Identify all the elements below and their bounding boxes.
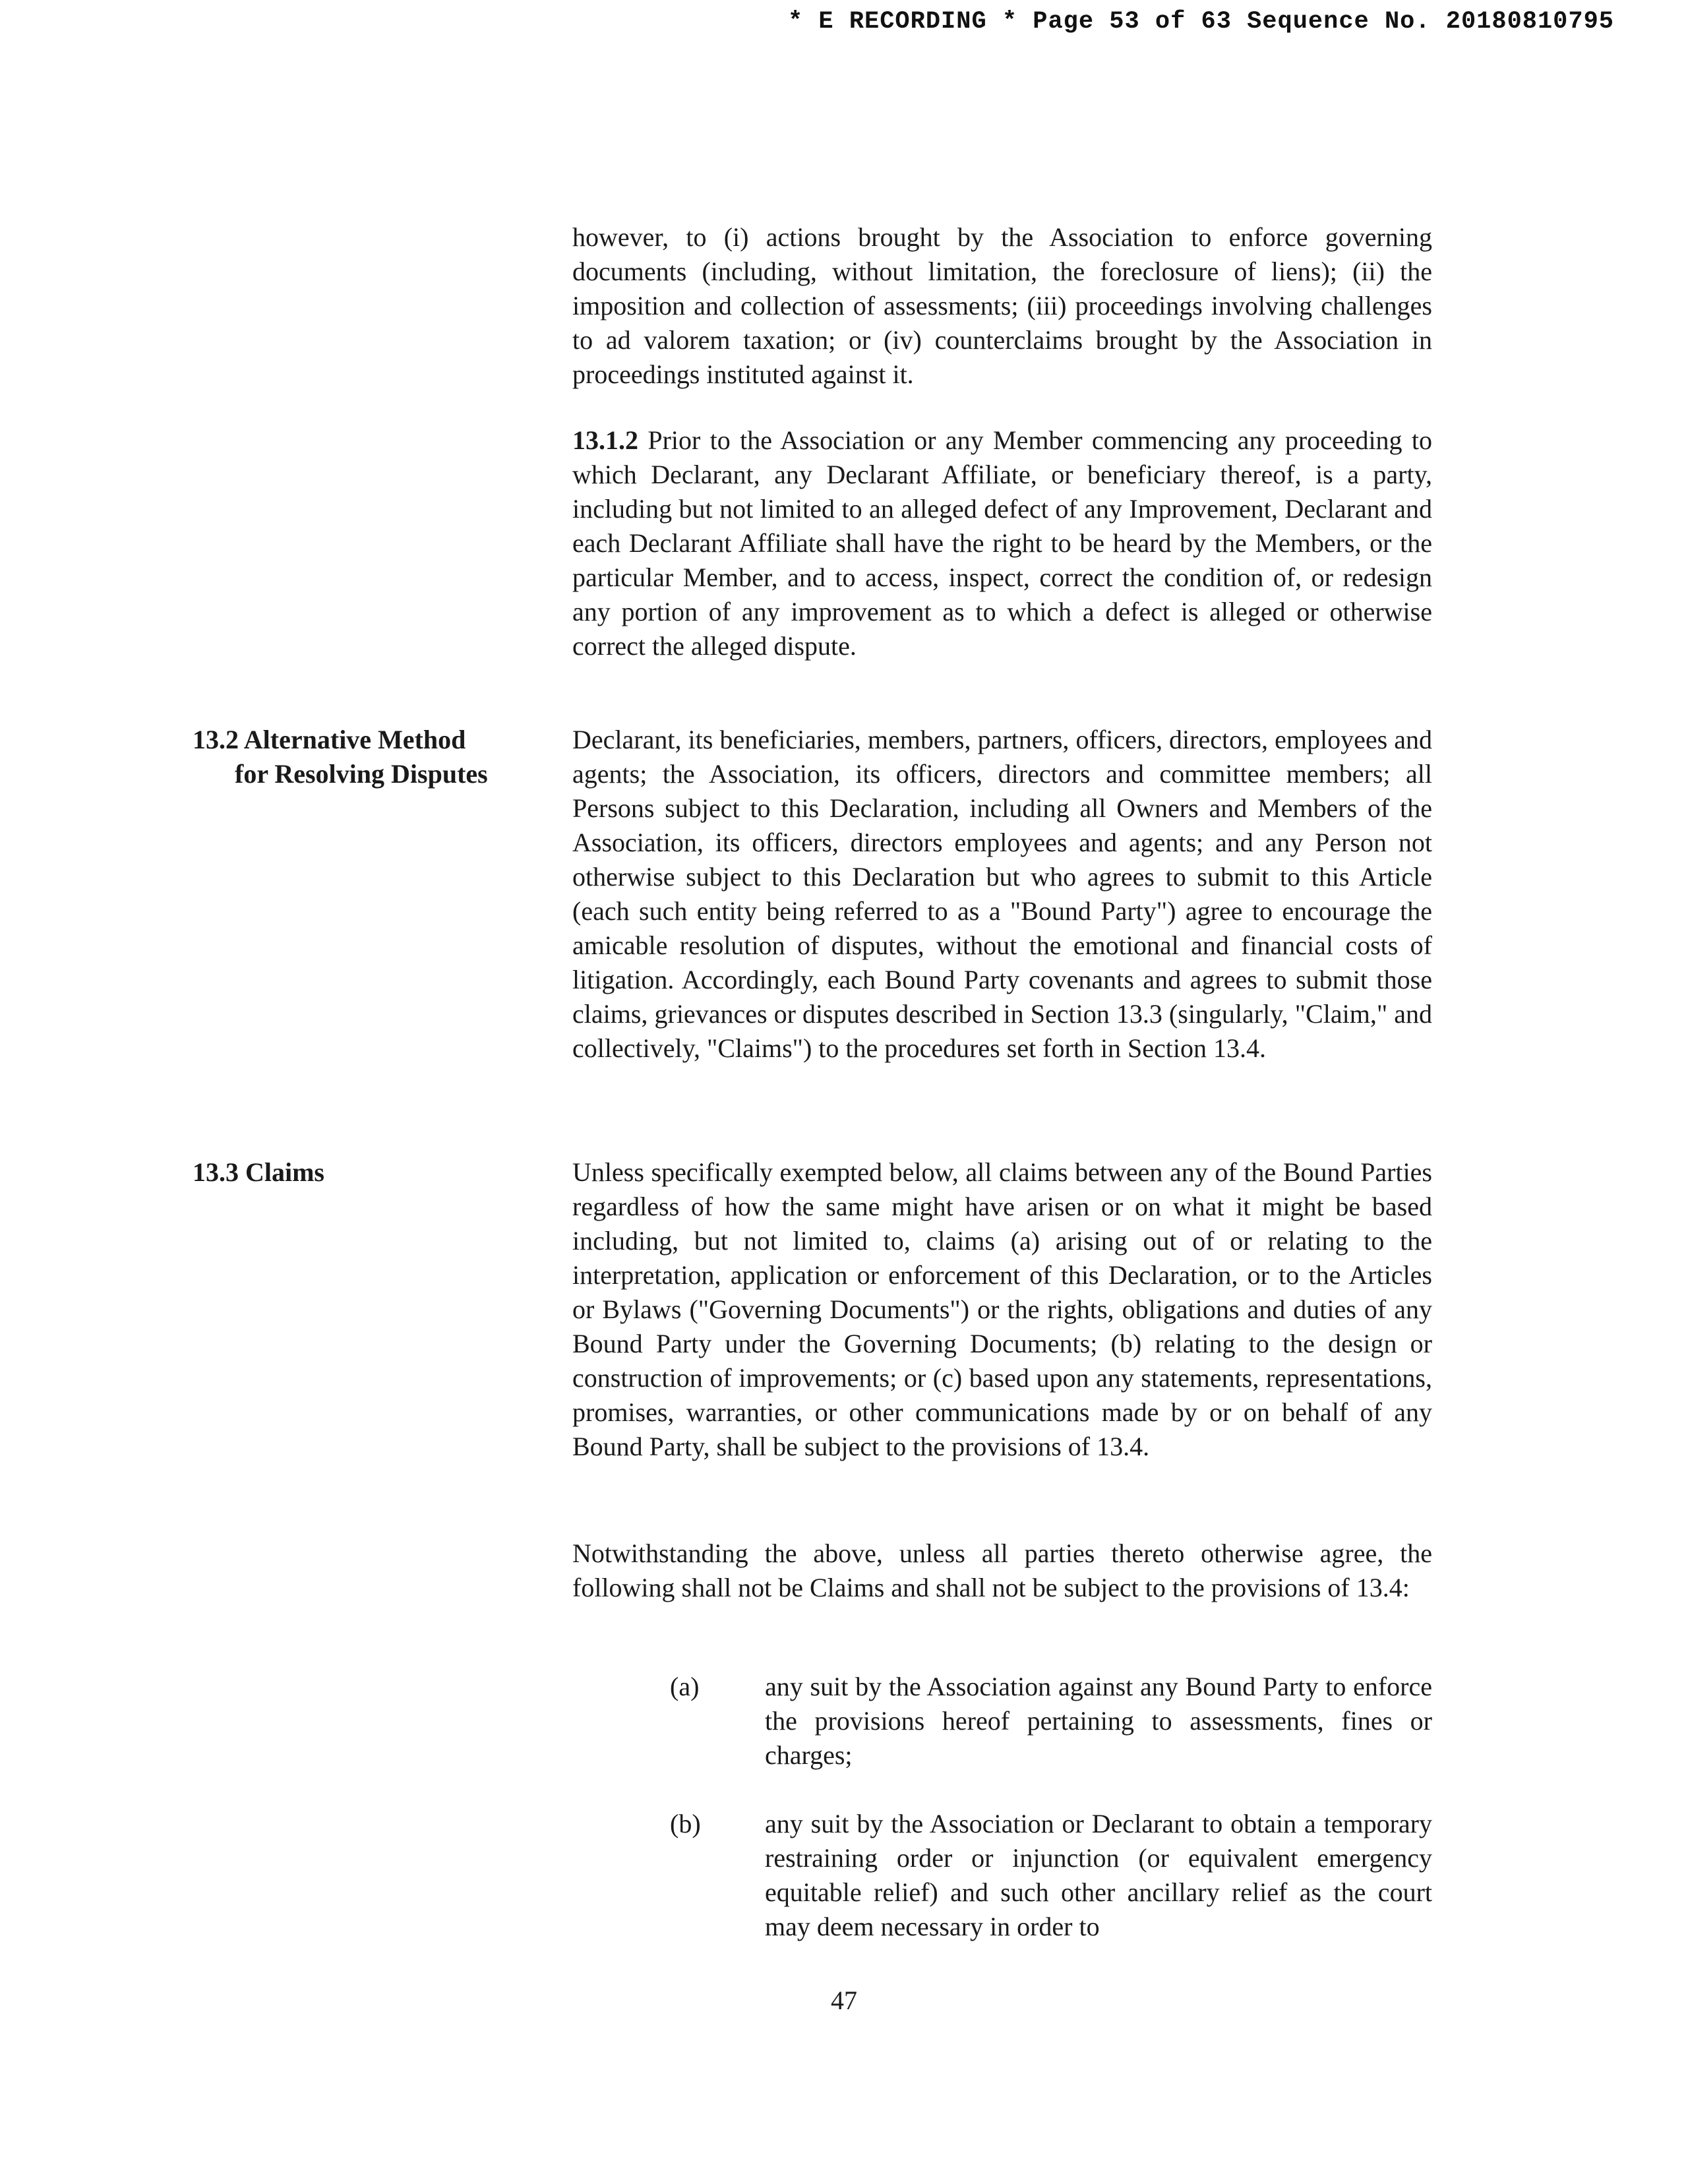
list-item-text: any suit by the Association or Declarant to obtain a temporary restraining order or injunction (or equivalent emergency equitable relief) and such other ancillary relief as the court may deem necessary in order to [765, 1809, 1432, 1941]
list-item-text: any suit by the Association against any Bound Party to enforce the provisions hereof pertaining to assessments, fines or charges; [765, 1672, 1432, 1770]
paragraph-continuation: however, to (i) actions brought by the Association to enforce governing documents (including, without limitation, the foreclosure of liens); (ii) the imposition and collection of assessments; (iii) proceedings involving challenges to ad valorem taxation; or (iv) counterclaims brought by the Association in proceedings instituted against it. [572, 222, 1432, 389]
section-13-2-text: Declarant, its beneficiaries, members, partners, officers, directors, employees and agents; the Association, its officers, directors and committee members; all Persons subject to this Declaration, including all Owners and Members of the Association, its officers, directors employees and agents; and any Person not otherwise subject to this Declaration but who agrees to submit to this Article (each such entity being referred to as a "Bound Party") agree to encourage the amicable resolution of disputes, without the emotional and financial costs of litigation. Accordingly, each Bound Party covenants and agrees to submit those claims, grievances or disputes described in Section 13.3 (singularly, "Claim," and collectively, "Claims") to the procedures set forth in Section 13.4. [572, 725, 1432, 1063]
section-13-3-heading: 13.3 Claims [193, 1157, 324, 1187]
section-heading-line1: 13.2 Alternative Method [193, 725, 466, 754]
list-marker: (b) [670, 1809, 701, 1838]
section-13-3-text: Unless specifically exempted below, all claims between any of the Bound Parties regardless of how the same might have arisen or on what it might be based including, but not limited to, claims (a) arising out of or relating to the interpretation, application or enforcement of this Declaration, or to the Articles or Bylaws ("Governing Documents") or the rights, obligations and duties of any Bound Party under the Governing Documents; (b) relating to the design or construction of improvements; or (c) based upon any statements, representations, promises, warranties, or other communications made by or on behalf of any Bound Party, shall be subject to the provisions of 13.4. [572, 1157, 1432, 1461]
subsection-number: 13.1.2 [572, 425, 638, 455]
list-marker: (a) [670, 1672, 700, 1701]
notwithstanding-paragraph: Notwithstanding the above, unless all parties thereto otherwise agree, the following shall not be Claims and shall not be subject to the provisions of 13.4: [572, 1538, 1432, 1602]
paragraph-13-1-2 [572, 423, 1432, 663]
page-number: 47 [831, 1986, 857, 2015]
subsection-text: Prior to the Association or any Member commencing any proceeding to which Declarant, any Declarant Affiliate, or beneficiary thereof, is a party, including but not limited to an alleged defect of any Improvement, Declarant and each Declarant Affiliate shall have the right to be heard by the Members, or the particular Member, and to access, inspect, correct the condition of, or redesign any portion of any improvement as to which a defect is alleged or otherwise correct the alleged dispute. [572, 425, 1432, 661]
section-13-2-heading [193, 723, 522, 791]
section-heading-line2: for Resolving Disputes [235, 759, 488, 789]
recording-stamp: * E RECORDING * Page 53 of 63 Sequence No. 20180810795 [788, 8, 1614, 36]
